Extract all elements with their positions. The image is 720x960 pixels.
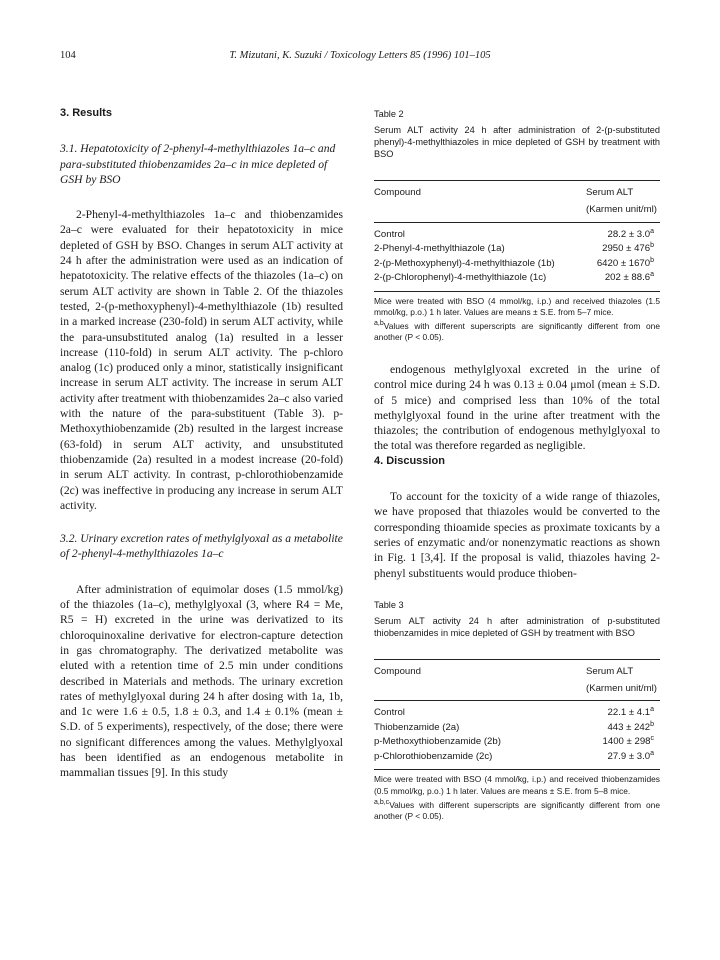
table-cell-compound: p-Chlorothiobenzamide (2c) <box>374 750 582 770</box>
table-row <box>374 721 660 736</box>
page-header <box>60 50 660 66</box>
table-row <box>374 257 660 272</box>
table-cell-value: 28.2 ± 3.0$^a$ <box>607 227 654 240</box>
table-cell-compound: 2-Phenyl-4-methylthiazole (1a) <box>374 243 505 255</box>
table-row <box>374 271 660 291</box>
subsection-heading-3-2: 3.2. Urinary excretion rates of methylglyoxal as a metabolite of 2-phenyl-4-methylthiazoles 1a–c <box>60 532 343 561</box>
table-2-label: Table 2 <box>374 109 404 119</box>
table-cell-value: 27.9 ± 3.0$^a$ <box>582 750 660 770</box>
table-2-col-unit: (Karmen unit/ml) <box>582 202 660 222</box>
table-2-grid <box>374 180 660 292</box>
table-cell-compound: p-Methoxythiobenzamide (2b) <box>374 736 501 748</box>
left-column <box>60 106 343 781</box>
table-2-col-value: Serum ALT <box>582 181 660 203</box>
discussion-heading: 4. Discussion <box>374 454 445 467</box>
table-cell-compound: 2-(p-Methoxyphenyl)-4-methylthiazole (1b) <box>374 257 555 269</box>
table-3-col-unit: (Karmen unit/ml) <box>582 681 660 701</box>
table-cell-value: $443 \pm 242^b$ <box>607 720 654 733</box>
table-cell-value: $2950 \pm 476^b$ <box>602 241 654 255</box>
table-row <box>374 242 660 257</box>
results-paragraph-1: 2-Phenyl-4-methylthiazoles 1a–c and thiobenzamides 2a–c were evaluated for their hepatotoxicity in mice depleted of GSH by BSO. Changes in serum ALT activity at 24 h after the administration were used as an indication of hepatotoxicity. The relative effects of the thiazoles (1a–c) on serum ALT activity are shown in Table 2. Of the thiazoles tested, 2-(p-methoxyphenyl)-4-methylthiazole (1b) resulted in a marked increase (230-fold) in serum ALT activity, while the para-unsubstituted analog (1a) resulted in a lesser increase (110-fold) in serum ALT activity. The p-chloro analog (1c) produced only a minor, statistically insignificant increase in serum ALT activity. The increase in serum ALT activity after treatment with thiobenzamides 2a–c also varied with the nature of the para-substituent (Table 3). p-Methoxythiobenzamide (2b) resulted in the largest increase (63-fold) in serum ALT activity, and unsubstituted thiobenzamide (2a) resulted in a modest increase (20-fold) in serum ALT activity. In contrast, p-chlorothiobenzamide (2c) was ineffective in producing any increase in serum ALT activity. <box>60 208 343 512</box>
table-cell-value: 22.1 ± 4.1$^a$ <box>607 706 654 719</box>
table-3-caption: Serum ALT activity 24 h after administration of p-substituted thiobenzamides in mice depleted of GSH by treatment with BSO <box>374 615 660 638</box>
table-cell-compound: 2-(p-Chlorophenyl)-4-methylthiazole (1c) <box>374 271 582 291</box>
results-paragraph-2: After administration of equimolar doses (1.5 mmol/kg) of the thiazoles (1a–c), methylglyoxal (3, where R4 = Me, R5 = H) excreted in the urine was derivatized to its chloroquinoxaline derivative for electron-capture detection in gas chromatography. The derivatized metabolite was eluted with a retention time of 2.5 min under conditions described in Materials and methods. The urinary excretion rates of methylglyoxal during 24 h after dosing with 1a, 1b, and 1c were 1.6 ± 0.5, 1.8 ± 0.3, and 1.4 ± 0.1% (mean ± S.D. of 5 experiments), respectively, of the dose; there were no significant differences among the values. Methylglyoxal has been identified as an endogenous metabolite in mammalian tissues [9]. In this study <box>60 582 343 780</box>
table-cell-value: 202 ± 88.6$^a$ <box>582 271 660 291</box>
table-3-footnote: Mice were treated with BSO (4 mmol/kg, i.p.) and received thiobenzamides (0.5 mmol/kg, p.o.) 1 h later. Values are means ± S.E. from 5–8 mice. <box>374 774 660 797</box>
table-3-label: Table 3 <box>374 599 404 610</box>
table-3-significance-note: $^{a,b,c}$Values with different superscripts are significantly different from one another (P < 0.05). <box>374 798 660 822</box>
table-row <box>374 750 660 770</box>
discussion-paragraph-1: To account for the toxicity of a wide range of thiazoles, we have proposed that thiazoles would be converted to the corresponding thioamide species as proximate toxicants by a series of enzymatic and/or nonenzymatic reactions as shown in Fig. 1 [3,4]. If the proposal is valid, thiazoles having 2-phenyl substituents would produce thioben- <box>374 490 660 580</box>
page-number: 104 <box>60 50 76 61</box>
table-row <box>374 735 660 750</box>
right-column <box>374 108 660 823</box>
table-3-col-value: Serum ALT <box>582 659 660 681</box>
table-cell-compound: Thiobenzamide (2a) <box>374 721 460 733</box>
table-3-grid <box>374 659 660 771</box>
table-cell-compound: Control <box>374 228 405 240</box>
table-2-caption: Serum ALT activity 24 h after administration of 2-(p-substituted phenyl)-4-methylthiazoles in mice depleted of GSH by treatment with BSO <box>374 125 660 159</box>
table-3 <box>374 599 660 823</box>
table-2-footnote: Mice were treated with BSO (4 mmol/kg, i.p.) and received thiazoles (1.5 mmol/kg, p.o.) 1 h later. Values are means ± S.E. from 5–7 mice. <box>374 295 660 318</box>
running-head: T. Mizutani, K. Suzuki / Toxicology Letters 85 (1996) 101–105 <box>229 50 491 61</box>
table-cell-value: $6420 \pm 1670^b$ <box>596 256 654 269</box>
table-2-significance-note: $^{a,b}$Values with different superscripts are significantly different from one another (P < 0.05). <box>374 319 660 343</box>
table-3-col-compound: Compound <box>374 659 582 681</box>
results-paragraph-3: endogenous methylglyoxal excreted in the urine of control mice during 24 h was 0.13 ± 0.04 μmol (mean ± S.D. of 5 mice) and comprised less than 10% of the total methylglyoxal found in the urine after treatment with the thiazoles; the contribution of endogenous methylglyoxal to the total was therefore regarded as negligible. <box>374 362 660 453</box>
table-row <box>374 701 660 721</box>
results-heading: 3. Results <box>60 107 112 119</box>
table-row <box>374 222 660 242</box>
table-2 <box>374 108 660 344</box>
table-cell-value: $1400 \pm 298^c$ <box>602 735 654 748</box>
table-2-col-compound: Compound <box>374 181 582 203</box>
table-cell-compound: Control <box>374 707 405 719</box>
subsection-heading-3-1: 3.1. Hepatotoxicity of 2-phenyl-4-methylthiazoles 1a–c and para-substituted thiobenzamides 2a–c in mice depleted of GSH by BSO <box>60 142 336 186</box>
